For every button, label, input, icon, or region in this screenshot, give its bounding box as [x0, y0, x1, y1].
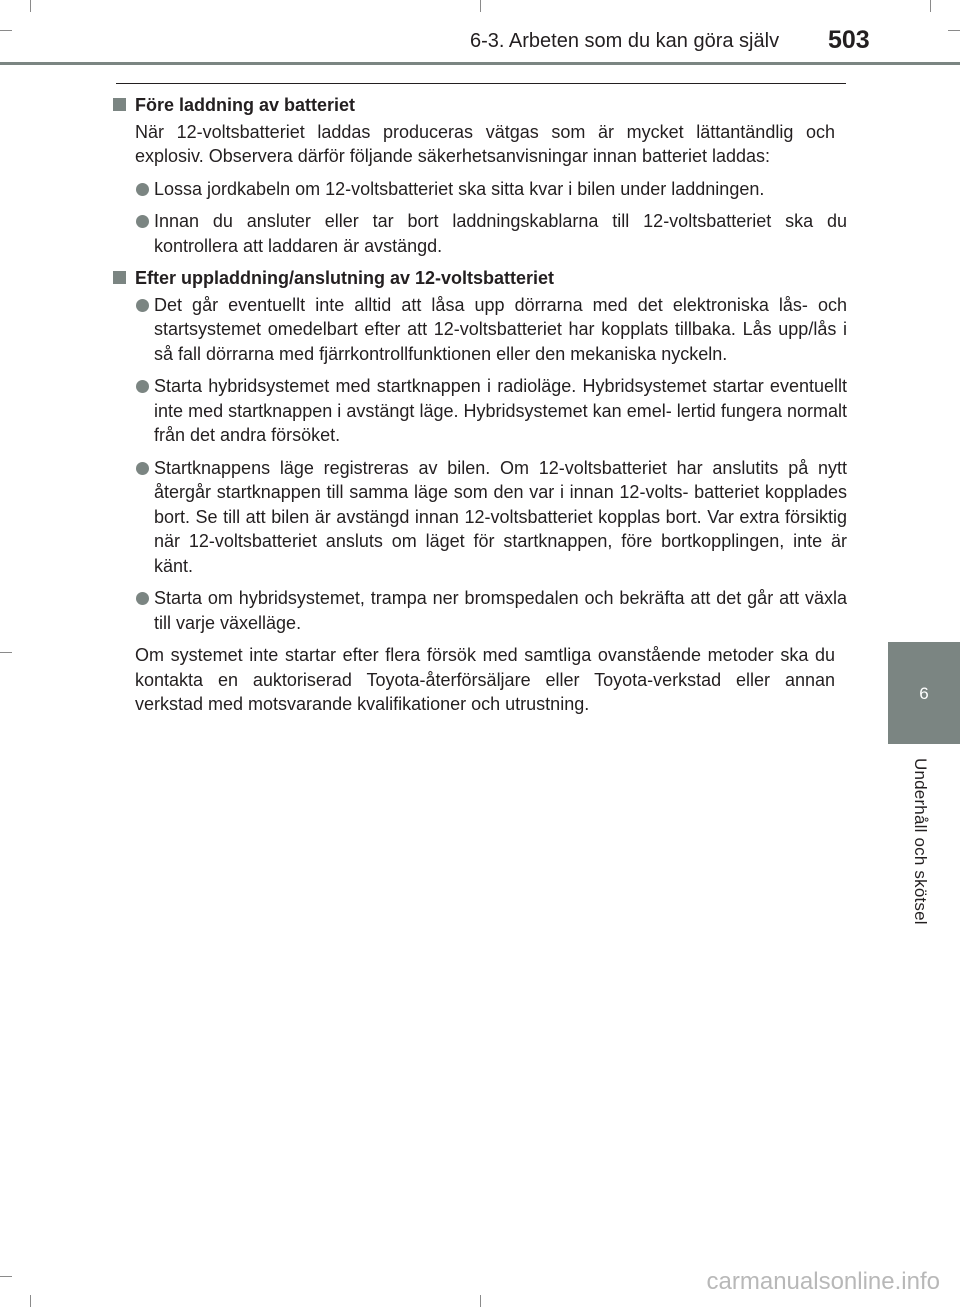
list-item	[113, 456, 847, 579]
list-item-text: Det går eventuellt inte alltid att låsa upp dörrarna med det elektroniska lås- och startsystemet omedelbart efter att 12-voltsbatteriet har kopplats tillbaka. Lås upp/lås i så fall dörrarna med fjärrkontrollfunktionen eller den mekaniska nyckeln.	[154, 294, 847, 364]
round-bullet-icon	[136, 183, 149, 196]
heading-text: Före laddning av batteriet	[135, 95, 356, 115]
list-item	[113, 177, 847, 202]
square-bullet-icon	[113, 98, 126, 111]
outro-paragraph: Om systemet inte startar efter flera försök med samtliga ovanstående metoder ska du kontakta en auktoriserad Toyota-återförsäljare eller Toyota-verkstad eller annan verkstad med motsvarande kvalifikationer och utrustning.	[135, 645, 835, 714]
list-item-text: Starta hybridsystemet med startknappen i radioläge. Hybridsystemet startar eventuellt inte med startknappen i avstängt läge. Hybridsystemet kan emel- lertid fungera normalt från det andra försöket.	[154, 376, 847, 445]
crop-mark	[480, 1295, 481, 1307]
crop-mark	[930, 0, 931, 12]
round-bullet-icon	[136, 299, 149, 312]
crop-mark	[0, 652, 12, 653]
section-title: 6-3. Arbeten som du kan göra själv	[470, 30, 780, 52]
chapter-tab	[888, 642, 960, 744]
crop-mark	[0, 30, 12, 31]
square-bullet-icon	[113, 271, 126, 284]
header-divider	[0, 62, 960, 65]
content-top-rule	[116, 83, 846, 84]
crop-mark	[30, 1295, 31, 1307]
crop-mark	[948, 30, 960, 31]
crop-mark	[30, 0, 31, 12]
round-bullet-icon	[136, 215, 149, 228]
list-item	[113, 209, 847, 258]
list-item	[113, 586, 847, 635]
round-bullet-icon	[136, 380, 149, 393]
page-number: 503	[828, 26, 870, 54]
list-item	[113, 374, 847, 448]
chapter-title: Underhåll och skötsel	[911, 758, 930, 925]
round-bullet-icon	[136, 462, 149, 475]
list-item-text: Innan du ansluter eller tar bort laddningskablarna till 12-voltsbatteriet ska du kontrollera att laddaren är avstängd.	[154, 211, 847, 256]
chapter-number: 6	[919, 684, 929, 703]
crop-mark	[0, 1276, 12, 1277]
main-content	[113, 93, 847, 725]
list-item-text: Startknappens läge registreras av bilen. Om 12-voltsbatteriet har anslutits på nytt återgår startknappen till samma läge som den var i innan 12-volts- batteriet kopplades bort. Se till att bilen är avstängd innan 12-voltsbatteriet kopplas bort. Var extra försiktig när 12-voltsbatteriet ansluts om läget för startknappen, före bortkopplingen, inte är känt.	[154, 457, 847, 576]
intro-paragraph: När 12-voltsbatteriet laddas produceras vätgas som är mycket lättantändlig och explosiv. Observera därför följande säkerhetsanvisningar innan batteriet laddas:	[135, 121, 835, 166]
round-bullet-icon	[136, 592, 149, 605]
crop-mark	[480, 0, 481, 12]
section-heading	[113, 266, 847, 291]
watermark: carmanualsonline.info	[706, 1268, 940, 1295]
list-item-text: Lossa jordkabeln om 12-voltsbatteriet ska sitta kvar i bilen under laddningen.	[154, 178, 765, 199]
list-item	[113, 293, 847, 367]
heading-text: Efter uppladdning/anslutning av 12-voltsbatteriet	[135, 268, 555, 288]
list-item-text: Starta om hybridsystemet, trampa ner bromspedalen och bekräfta att det går att växla till varje växelläge.	[154, 588, 847, 633]
section-heading	[113, 93, 847, 118]
